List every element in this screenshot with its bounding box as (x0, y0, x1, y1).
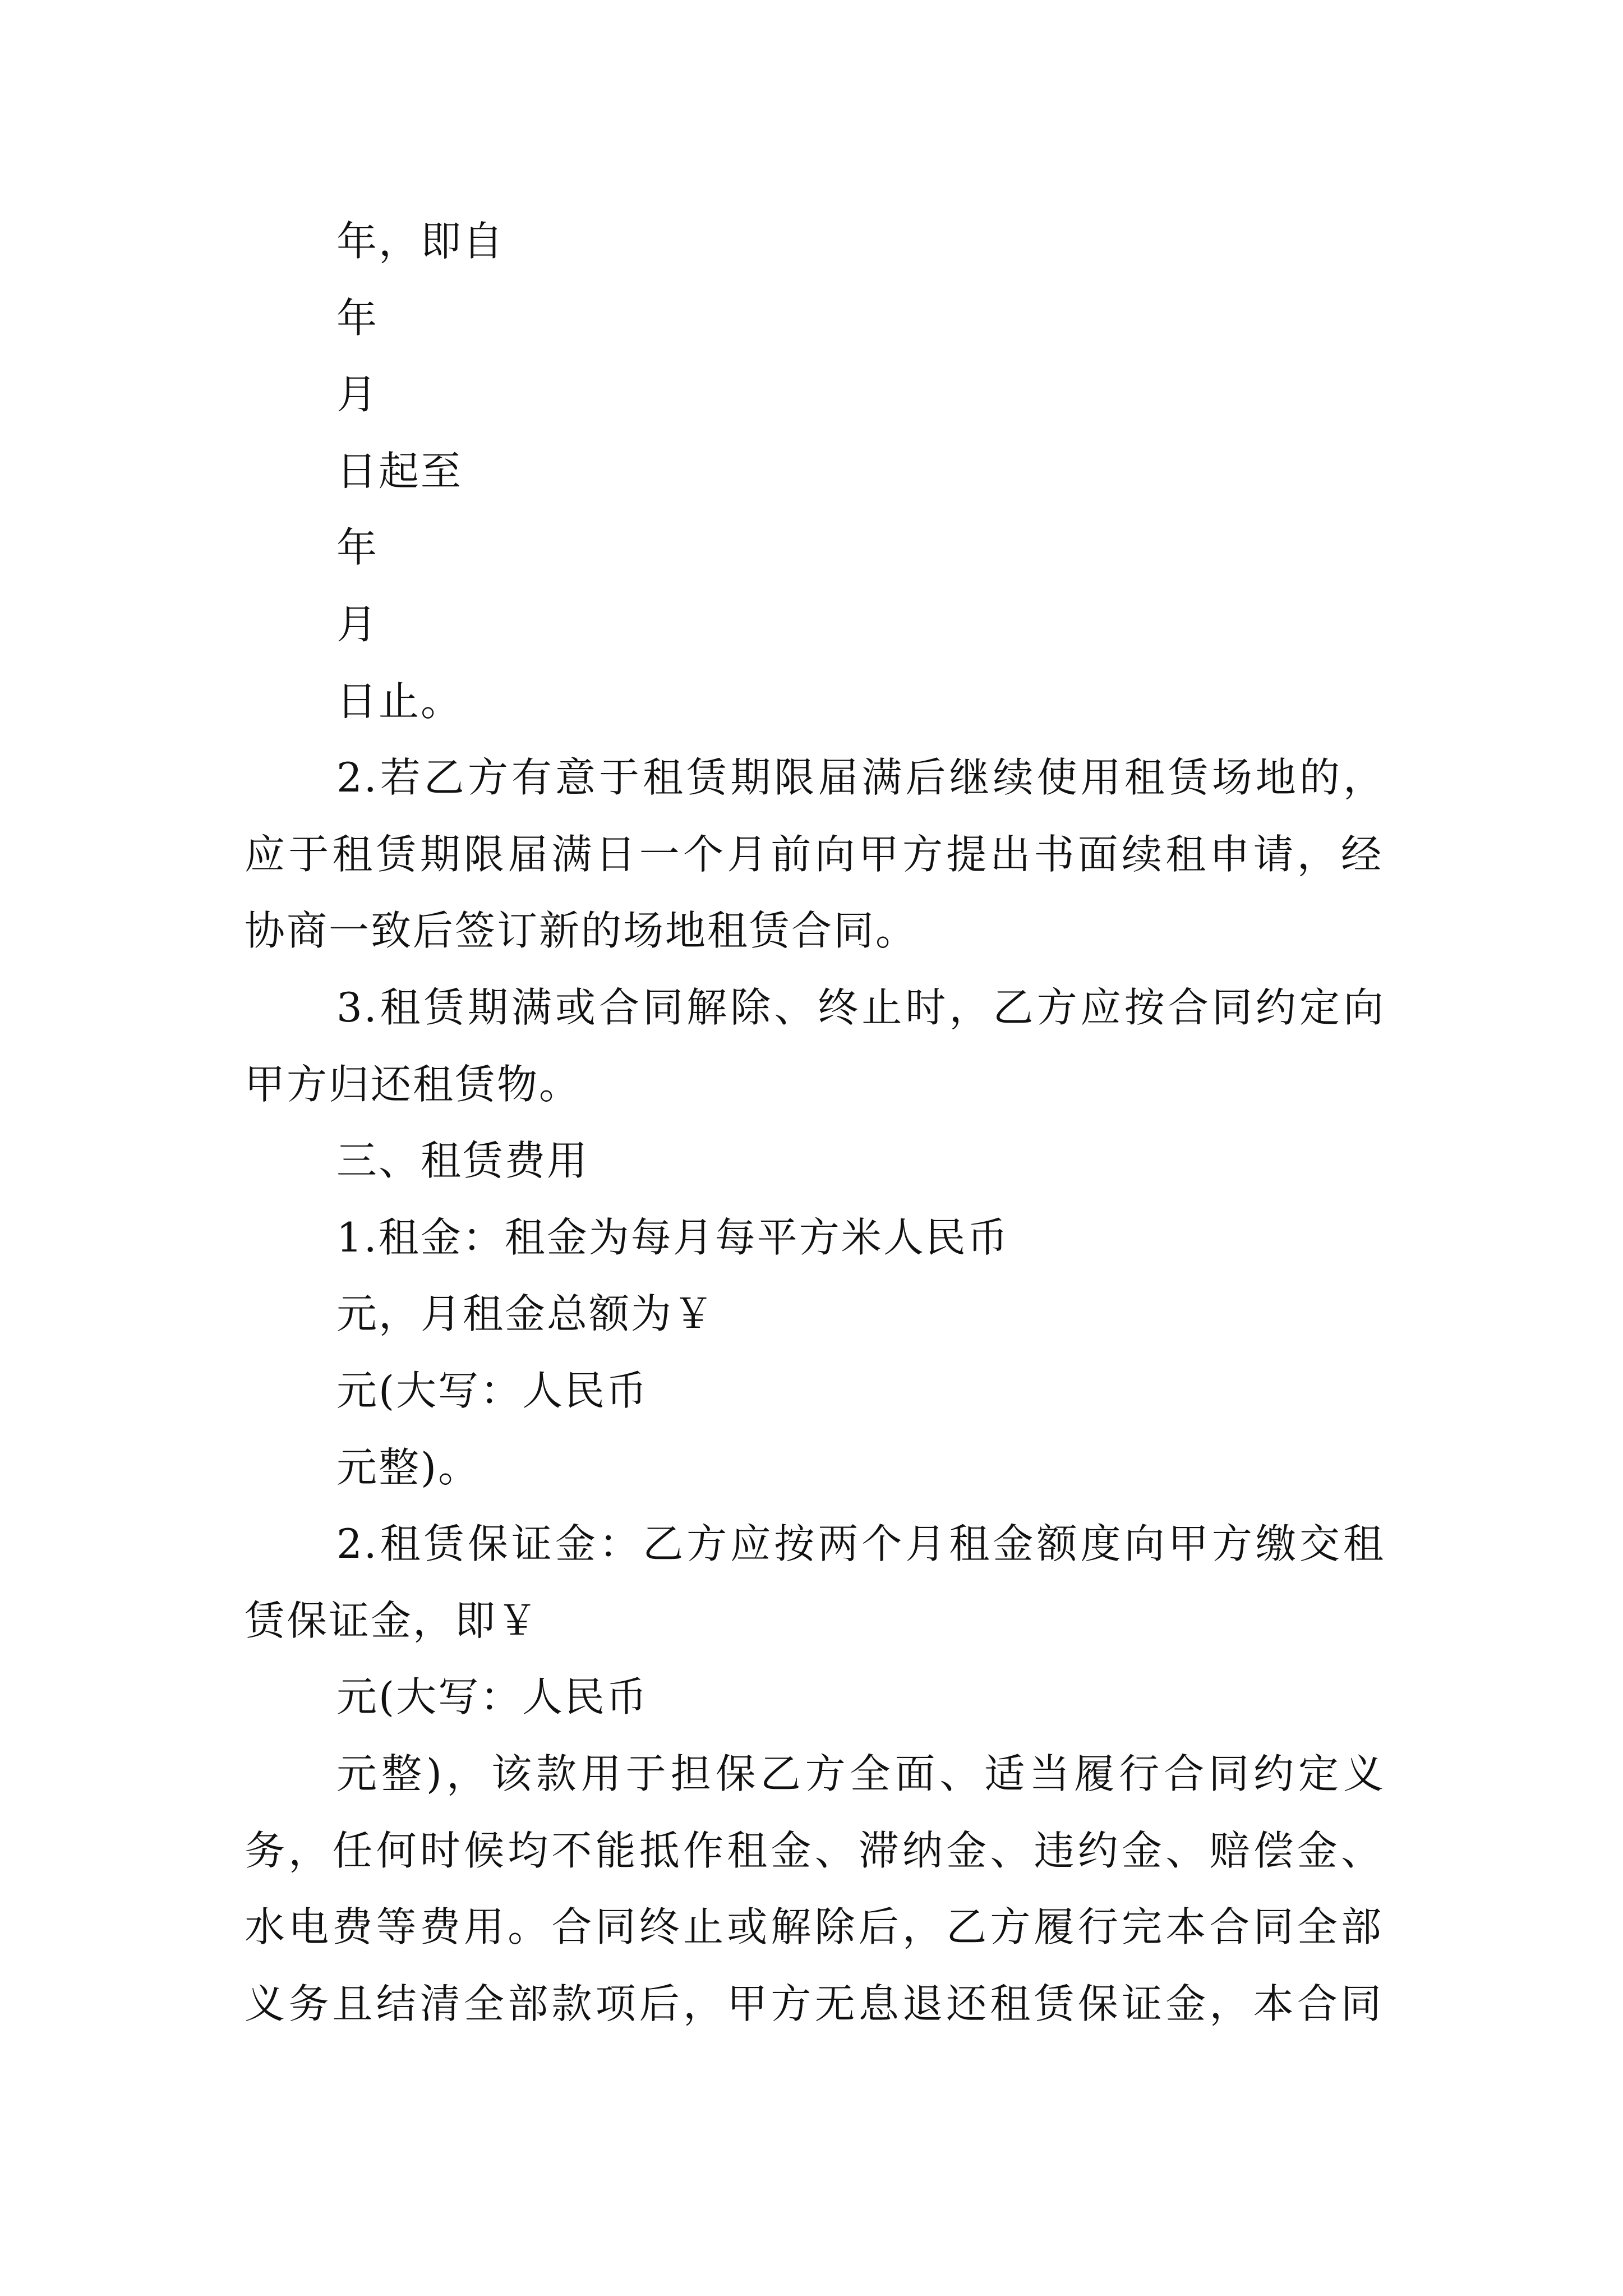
text-line: 元(大写：人民币 (336, 1367, 649, 1414)
text-line: 3.租赁期满或合同解除、终止时，乙方应按合同约定向 (336, 984, 1385, 1031)
text-line: 1.租金：租金为每月每平方米人民币 (336, 1214, 1009, 1261)
text-line: 赁保证金，即￥ (245, 1597, 540, 1644)
text-line: 元(大写：人民币 (336, 1673, 649, 1720)
text-line: 务，任何时候均不能抵作租金、滞纳金、违约金、赔偿金、 (245, 1827, 1383, 1874)
text-line: 元整)，该款用于担保乙方全面、适当履行合同约定义 (336, 1750, 1385, 1797)
text-line: 年，即自 (336, 218, 505, 265)
text-line: 义务且结清全部款项后，甲方无息退还租赁保证金，本合同 (245, 1980, 1383, 2027)
text-line: 年 (336, 295, 379, 342)
text-line: 元整)。 (336, 1444, 481, 1491)
text-line: 元，月租金总额为￥ (336, 1290, 716, 1337)
text-line: 2.租赁保证金：乙方应按两个月租金额度向甲方缴交租 (336, 1520, 1385, 1567)
text-line: 年 (336, 524, 379, 571)
text-line: 协商一致后签订新的场地租赁合同。 (245, 907, 918, 954)
text-line: 月 (336, 371, 379, 418)
text-line: 月 (336, 601, 379, 648)
text-line: 甲方归还租赁物。 (245, 1061, 582, 1108)
text-line: 日止。 (336, 678, 463, 725)
text-line: 日起至 (336, 448, 463, 495)
section-heading: 三、租赁费用 (336, 1137, 589, 1184)
text-line: 2.若乙方有意于租赁期限届满后继续使用租赁场地的， (336, 754, 1385, 801)
text-line: 水电费等费用。合同终止或解除后，乙方履行完本合同全部 (245, 1903, 1383, 1950)
text-line: 应于租赁期限届满日一个月前向甲方提出书面续租申请，经 (245, 831, 1383, 878)
